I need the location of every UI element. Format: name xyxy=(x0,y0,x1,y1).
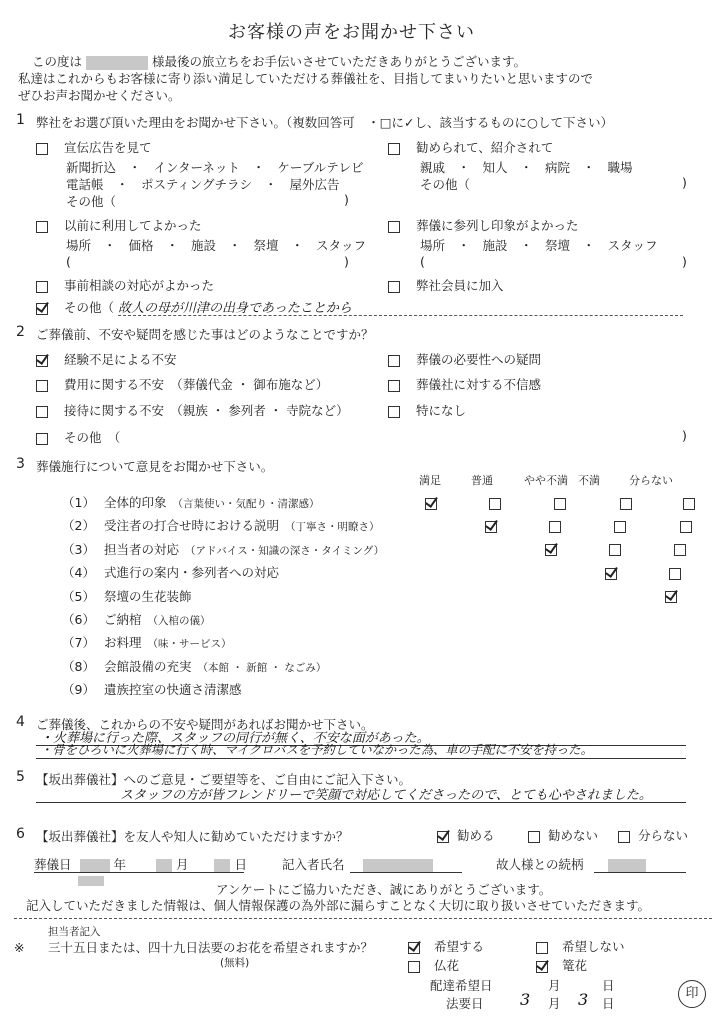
q3-column-header: やや不満 xyxy=(524,474,568,487)
q3-row-number: （4） xyxy=(62,565,95,581)
memorial-day-value: 3 xyxy=(578,990,589,1009)
rating-checkbox[interactable] xyxy=(669,568,681,580)
redacted-day xyxy=(214,859,230,873)
q1-ads-close: ) xyxy=(344,192,349,207)
q2-option-inexperience[interactable]: 経験不足による不安 xyxy=(36,350,177,368)
q3-row-label: 全体的印象 （言葉使い・気配り・清潔感） xyxy=(104,495,320,510)
q5-number: 5 xyxy=(16,769,25,785)
q4-question: ご葬儀後、これからの不安や疑問があればお聞かせ下さい。 xyxy=(36,717,374,732)
flower-want[interactable]: 希望する xyxy=(408,937,484,955)
q3-row-label: 受注者の打合せ時における説明 （丁寧さ・明瞭さ） xyxy=(104,518,380,534)
flower-question: 三十五日または、四十九日法要のお花を希望されますか？ xyxy=(48,940,374,955)
rating-checkbox-checked[interactable] xyxy=(605,568,617,580)
rating-checkbox[interactable] xyxy=(489,498,501,510)
q3-number: 3 xyxy=(16,456,25,472)
checkbox[interactable] xyxy=(36,281,48,293)
writer-underline xyxy=(350,872,462,873)
intro-line-3: ぜひお声お聞かせください。 xyxy=(18,88,181,103)
checkbox[interactable] xyxy=(618,831,630,843)
q1-attended-sub1: 場所 ・ 施設 ・ 祭壇 ・ スタッフ xyxy=(420,238,658,253)
checkbox-checked[interactable] xyxy=(36,303,48,315)
q2-option-distrust[interactable]: 葬儀社に対する不信感 xyxy=(388,375,541,393)
q4-line-2 xyxy=(36,758,686,759)
asterisk: ※ xyxy=(14,940,25,955)
q3-row-number: （6） xyxy=(62,612,95,627)
checkbox[interactable] xyxy=(528,831,540,843)
q1-option-consult[interactable]: 事前相談の対応がよかった xyxy=(36,276,214,294)
q1-used-sub1: 場所 ・ 価格 ・ 施設 ・ 祭壇 ・ スタッフ xyxy=(66,238,367,253)
q1-referral-sub1: 親戚 ・ 知人 ・ 病院 ・ 職場 xyxy=(420,160,633,175)
rating-checkbox-checked[interactable] xyxy=(485,521,497,533)
q2-option-necessity[interactable]: 葬儀の必要性への疑問 xyxy=(388,350,541,368)
checkbox[interactable] xyxy=(388,406,400,418)
q3-question: 葬儀施行について意見をお聞かせ下さい。 xyxy=(36,459,274,474)
q4-number: 4 xyxy=(16,714,25,730)
q6-number: 6 xyxy=(16,826,25,842)
page-title: お客様の声をお聞かせ下さい xyxy=(228,22,475,43)
checkbox[interactable] xyxy=(536,942,548,954)
q3-column-header: 分らない xyxy=(629,474,673,487)
q3-row-number: （2） xyxy=(62,518,95,534)
q1-used-sub2: ( xyxy=(66,254,71,269)
q1-ads-sub3: その他（ xyxy=(66,194,117,209)
q3-row-label: ご納棺 （入棺の儀） xyxy=(104,612,211,627)
rating-checkbox-checked[interactable] xyxy=(665,591,677,603)
flower-bukka[interactable]: 仏花 xyxy=(408,956,459,974)
checkbox[interactable] xyxy=(36,143,48,155)
q2-option-cost[interactable]: 費用に関する不安 （葬儀代金 ・ 御布施など） xyxy=(36,375,328,393)
writer-name-field[interactable]: 記入者氏名 xyxy=(282,855,433,873)
flower-note: (無料) xyxy=(220,957,250,969)
redacted-year xyxy=(80,859,110,873)
checkbox-checked[interactable] xyxy=(408,942,420,954)
checkbox[interactable] xyxy=(36,380,48,392)
q3-row-label: 祭壇の生花装飾 xyxy=(104,588,192,604)
memorial-month-value: 3 xyxy=(520,990,531,1009)
thanks-line-2: 記入していただきました情報は、個人情報保護の為外部に漏らすことなく大切に取り扱いさせていただきます。 xyxy=(26,898,651,913)
q3-column-header: 普通 xyxy=(471,474,493,487)
q3-row-label: 遺族控室の快適さ清潔感 xyxy=(104,682,242,698)
rating-checkbox[interactable] xyxy=(683,498,695,510)
q2-option-none[interactable]: 特になし xyxy=(388,401,466,419)
q3-row-number: （5） xyxy=(62,588,95,604)
q1-other-underline xyxy=(118,315,683,316)
q3-row-label: 担当者の対応 （アドバイス・知識の深さ・タイミング） xyxy=(104,541,385,557)
memorial-month-label: 月 xyxy=(548,996,561,1011)
q1-option-attended[interactable]: 葬儀に参列し印象がよかった xyxy=(388,216,579,234)
q3-row-label: 会館設備の充実 （本館 ・ 新館 ・ なごみ） xyxy=(104,658,327,674)
checkbox-checked[interactable] xyxy=(36,355,48,367)
funeral-date-underline xyxy=(34,872,244,873)
rating-checkbox[interactable] xyxy=(609,544,621,556)
q6-option-not-recommend[interactable]: 勧めない xyxy=(528,826,598,844)
rating-checkbox[interactable] xyxy=(674,544,686,556)
q1-question: 弊社をお選び頂いた理由をお聞かせ下さい。（複数回答可 ・□に✓し、該当するものに○して下さい） xyxy=(36,115,613,130)
q3-column-header: 満足 xyxy=(419,474,441,487)
rating-checkbox-checked[interactable] xyxy=(425,498,437,510)
q1-option-member[interactable]: 弊社会員に加入 xyxy=(388,276,504,294)
q1-attended-close: ) xyxy=(682,254,687,269)
q1-used-close: ) xyxy=(344,254,349,269)
q3-row-number: （9） xyxy=(62,682,95,698)
flower-hanaka[interactable]: 篭花 xyxy=(536,956,587,974)
checkbox-checked[interactable] xyxy=(536,961,548,973)
q3-row-number: （3） xyxy=(62,541,95,557)
redacted-month xyxy=(156,859,172,873)
q1-option-other[interactable]: その他（ 故人の母が川津の出身であったことから xyxy=(36,297,352,316)
q5-question: 【坂出葬儀社】へのご意見・ご要望等を、ご自由にご記入下さい。 xyxy=(36,772,412,787)
checkbox[interactable] xyxy=(36,406,48,418)
q1-referral-close: ) xyxy=(682,175,687,190)
intro-line-1: この度は 様最後の旅立ちをお手伝いさせていただきありがとうございます。 xyxy=(32,54,526,69)
checkbox[interactable] xyxy=(388,221,400,233)
q3-row-number: （7） xyxy=(62,635,95,651)
q1-ads-sub1: 新聞折込 ・ インターネット ・ ケーブルテレビ xyxy=(66,160,364,175)
q6-option-recommend[interactable]: 勧める xyxy=(437,826,495,844)
rating-checkbox[interactable] xyxy=(549,521,561,533)
q1-option-referral[interactable]: 勧められて、紹介されて xyxy=(388,138,553,156)
q1-attended-sub2: ( xyxy=(420,254,425,269)
delivery-label: 配達希望日 xyxy=(430,978,493,993)
rating-checkbox-checked[interactable] xyxy=(545,544,557,556)
delivery-month-label: 月 xyxy=(548,978,561,993)
q4-answer-1: ・火葬場に行った際、スタッフの同行が無く、不安な面があった。 xyxy=(40,731,430,746)
q1-referral-sub2: その他（ xyxy=(420,177,471,192)
q1-other-answer: 故人の母が川津の出身であったことから xyxy=(118,301,352,316)
redacted-writer xyxy=(363,859,433,873)
q3-column-header: 不満 xyxy=(578,474,600,487)
q2-number: 2 xyxy=(16,324,25,340)
cut-line xyxy=(14,918,712,919)
checkbox[interactable] xyxy=(388,355,400,367)
q3-row-number: （8） xyxy=(62,658,95,674)
rating-checkbox[interactable] xyxy=(620,498,632,510)
checkbox[interactable] xyxy=(408,961,420,973)
relation-underline xyxy=(594,872,686,873)
q5-answer: スタッフの方が皆フレンドリーで笑顔で対応してくださったので、とても心やされました。 xyxy=(120,788,652,803)
checkbox[interactable] xyxy=(388,380,400,392)
q1-option-ads[interactable]: 宣伝広告を見て xyxy=(36,138,152,156)
q6-question: 【坂出葬儀社】を友人や知人に勧めていただけますか？ xyxy=(36,829,349,844)
q1-ads-sub2: 電話帳 ・ ポスティングチラシ ・ 屋外広告 xyxy=(66,177,340,192)
q2-question: ご葬儀前、不安や疑問を感じた事はどのようなことですか？ xyxy=(36,327,374,342)
q1-number: 1 xyxy=(16,112,25,128)
redacted-name xyxy=(86,56,148,70)
redacted-relation xyxy=(608,859,646,873)
q2-option-hospitality[interactable]: 接待に関する不安 （親族 ・ 参列者 ・ 寺院など） xyxy=(36,401,349,419)
q5-line xyxy=(36,802,686,803)
seal-stamp-icon: 印 xyxy=(678,980,706,1008)
flower-not-want[interactable]: 希望しない xyxy=(536,937,625,955)
rating-checkbox[interactable] xyxy=(680,521,692,533)
q6-option-unknown[interactable]: 分らない xyxy=(618,826,688,844)
memorial-day-label: 日 xyxy=(602,996,615,1011)
checkbox[interactable] xyxy=(36,221,48,233)
q1-option-used-before[interactable]: 以前に利用してよかった xyxy=(36,216,202,234)
q3-row-label: お料理 （味・サービス） xyxy=(104,635,232,651)
rating-checkbox[interactable] xyxy=(614,521,626,533)
q2-other-close: ) xyxy=(682,428,687,443)
rating-checkbox[interactable] xyxy=(554,498,566,510)
checkbox[interactable] xyxy=(36,433,48,445)
thanks-line-1: アンケートにご協力いただき、誠にありがとうございます。 xyxy=(216,882,552,897)
q3-row-label: 式進行の案内・参列者への対応 xyxy=(104,565,280,581)
relation-field[interactable]: 故人様との続柄 xyxy=(496,855,646,873)
checkbox-checked[interactable] xyxy=(437,831,449,843)
checkbox[interactable] xyxy=(388,143,400,155)
staff-label: 担当者記入 xyxy=(48,926,101,938)
memorial-label: 法要日 xyxy=(446,996,484,1011)
redacted-extra xyxy=(78,872,104,887)
q4-answer-2: ・骨をひろいに火葬場に行く時、マイクロバスを予約していなかった為、車の手配に不安を持った。 xyxy=(40,743,593,757)
checkbox[interactable] xyxy=(388,281,400,293)
q2-option-other[interactable]: その他 （ xyxy=(36,428,120,446)
q3-row-number: （1） xyxy=(62,495,95,510)
funeral-date-field[interactable]: 葬儀日 年 月 日 xyxy=(34,857,247,872)
intro-line-2: 私達はこれからもお客様に寄り添い満足していただける葬儀社を、目指してまいりたいと思いますので xyxy=(18,71,594,86)
delivery-day-label: 日 xyxy=(602,978,615,993)
